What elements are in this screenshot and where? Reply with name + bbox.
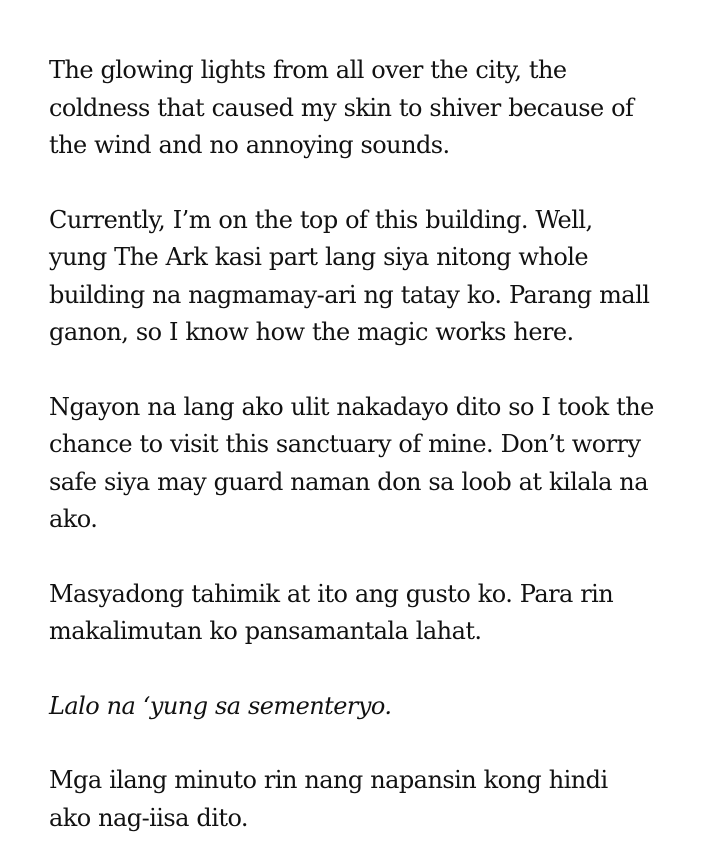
paragraph-building-top: Currently, I’m on the top of this building. Well, yung The Ark kasi part lang siya nitong whole building na nagmamay-ari ng tatay ko. Parang mall ganon, so I know how the magic works here.	[49, 205, 650, 346]
story-text-body	[49, 52, 689, 837]
paragraph-cemetery-italic: Lalo na ‘yung sa sementeryo.	[49, 691, 392, 720]
paragraph-not-alone: Mga ilang minuto rin nang napansin kong hindi ako nag-iisa dito.	[49, 766, 608, 832]
paragraph-city-lights: The glowing lights from all over the city, the coldness that caused my skin to shiver because of the wind and no annoying sounds.	[49, 56, 634, 159]
paragraph-quietness: Masyadong tahimik at ito ang gusto ko. Para rin makalimutan ko pansamantala lahat.	[49, 579, 614, 645]
paragraph-sanctuary-visit: Ngayon na lang ako ulit nakadayo dito so I took the chance to visit this sanctuary of mine. Don’t worry safe siya may guard naman don sa loob at kilala na ako.	[49, 392, 654, 533]
